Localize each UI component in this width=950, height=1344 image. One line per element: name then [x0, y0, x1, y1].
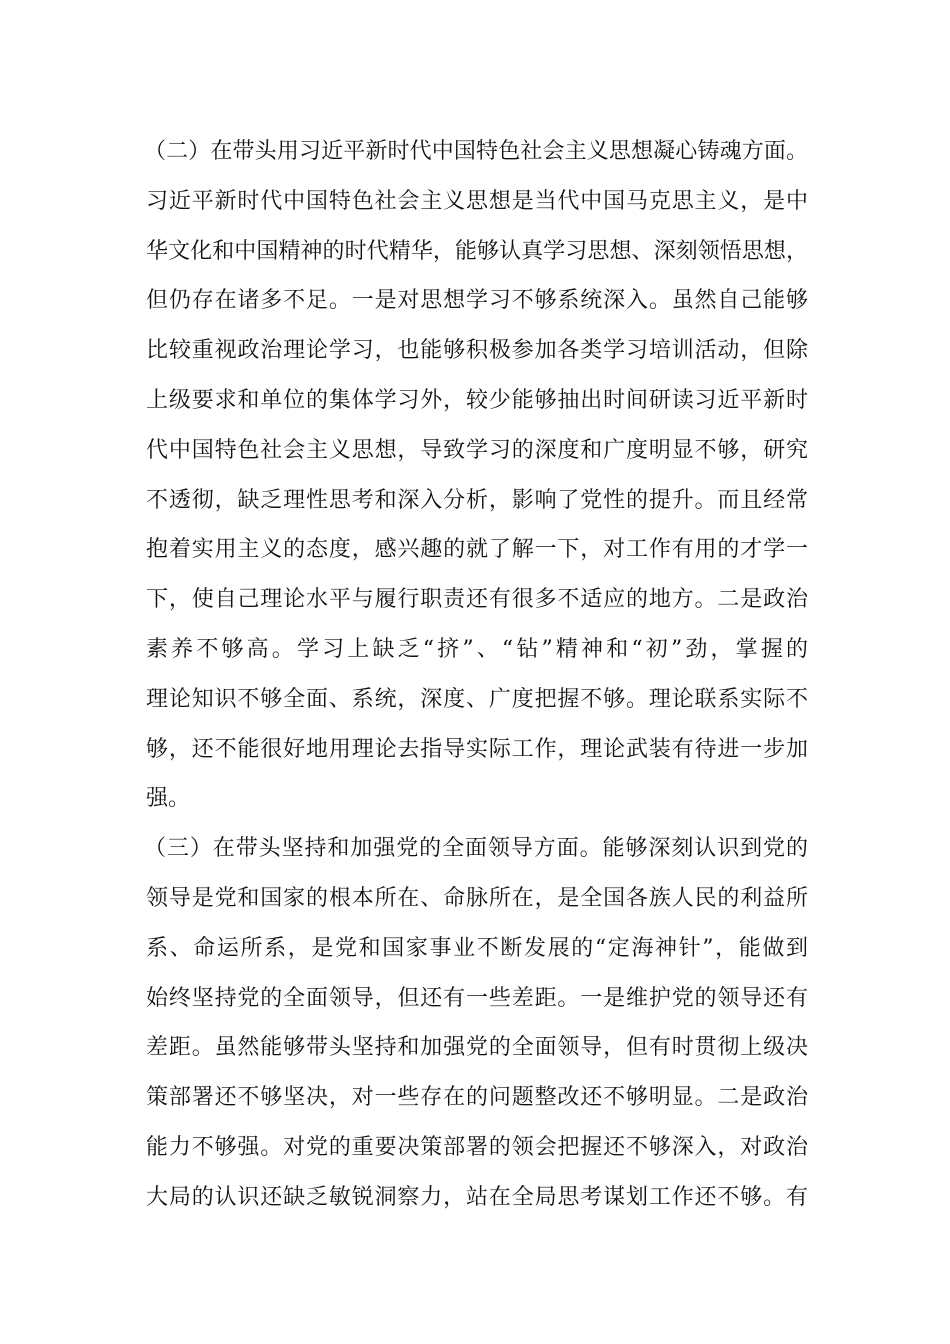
- text-line: 系、命运所系，是党和国家事业不断发展的“定海神针”，能做到: [146, 935, 808, 961]
- text-line: （三）在带头坚持和加强党的全面领导方面。能够深刻认识到党的: [144, 836, 808, 862]
- text-line: 强。: [146, 786, 191, 812]
- text-line: 素养不够高。学习上缺乏“挤”、“钻”精神和“初”劲，掌握的: [146, 636, 808, 662]
- text-line: 差距。虽然能够带头坚持和加强党的全面领导，但有时贯彻上级决: [146, 1035, 808, 1061]
- text-line: 下，使自己理论水平与履行职责还有很多不适应的地方。二是政治: [146, 587, 808, 613]
- text-line: 代中国特色社会主义思想，导致学习的深度和广度明显不够，研究: [146, 437, 808, 463]
- text-line: 大局的认识还缺乏敏锐洞察力，站在全局思考谋划工作还不够。有: [146, 1184, 808, 1210]
- text-line: 领导是党和国家的根本所在、命脉所在，是全国各族人民的利益所: [146, 885, 808, 911]
- text-line: 策部署还不够坚决，对一些存在的问题整改还不够明显。二是政治: [146, 1085, 808, 1111]
- text-line: 习近平新时代中国特色社会主义思想是当代中国马克思主义，是中: [146, 188, 808, 214]
- text-line: 能力不够强。对党的重要决策部署的领会把握还不够深入，对政治: [146, 1134, 808, 1160]
- text-line: 始终坚持党的全面领导，但还有一些差距。一是维护党的领导还有: [146, 985, 808, 1011]
- text-line: 华文化和中国精神的时代精华，能够认真学习思想、深刻领悟思想，: [146, 238, 808, 264]
- text-line: 抱着实用主义的态度，感兴趣的就了解一下，对工作有用的才学一: [146, 537, 808, 563]
- text-line: 不透彻，缺乏理性思考和深入分析，影响了党性的提升。而且经常: [146, 487, 808, 513]
- text-line: 上级要求和单位的集体学习外，较少能够抽出时间研读习近平新时: [146, 387, 808, 413]
- document-body: [146, 127, 808, 1223]
- text-line: 但仍存在诸多不足。一是对思想学习不够系统深入。虽然自己能够: [146, 288, 808, 314]
- text-line: 比较重视政治理论学习，也能够积极参加各类学习培训活动，但除: [146, 338, 808, 364]
- text-line: （二）在带头用习近平新时代中国特色社会主义思想凝心铸魂方面。: [144, 139, 808, 164]
- text-line: 够，还不能很好地用理论去指导实际工作，理论武装有待进一步加: [146, 736, 808, 762]
- text-line: 理论知识不够全面、系统，深度、广度把握不够。理论联系实际不: [146, 686, 808, 712]
